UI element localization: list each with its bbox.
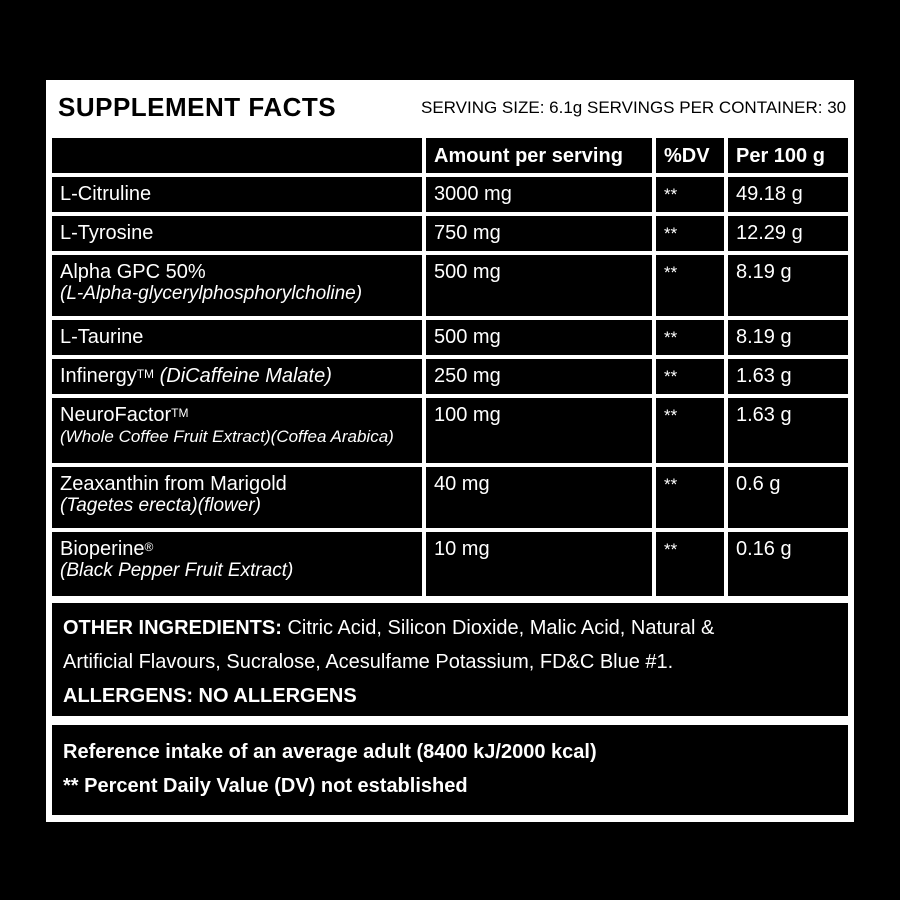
- per100-value: 49.18 g: [736, 183, 803, 205]
- amount-value: 250 mg: [434, 365, 501, 387]
- amount-cell: [426, 467, 652, 528]
- ingredient-detail: (Black Pepper Fruit Extract): [60, 560, 294, 581]
- ingredient-detail: (Tagetes erecta)(flower): [60, 495, 261, 516]
- per100-value: 1.63 g: [736, 404, 792, 426]
- per100-cell: [728, 532, 848, 596]
- ingredient-detail: (Whole Coffee Fruit Extract)(Coffea Arabica): [60, 427, 394, 446]
- dv-cell: [656, 467, 724, 528]
- ingredient-name-line: [60, 538, 414, 560]
- trademark-mark: ®: [144, 540, 154, 554]
- ingredient-inline-detail: (DiCaffeine Malate): [159, 365, 332, 387]
- ingredient-name: Bioperine: [60, 538, 145, 560]
- ingredient-name: Alpha GPC 50%: [60, 261, 206, 283]
- facts-title: SUPPLEMENT FACTS: [58, 92, 337, 122]
- per100-cell: [728, 177, 848, 212]
- reference-box: [52, 725, 848, 815]
- ingredient-name-cell: [52, 532, 422, 596]
- ingredient-name-cell: [52, 320, 422, 355]
- trademark-mark: TM: [171, 406, 189, 420]
- ingredient-name-cell: [52, 177, 422, 212]
- ingredient-name-line: [60, 365, 414, 387]
- dv-value: **: [664, 328, 678, 347]
- amount-value: 500 mg: [434, 261, 501, 283]
- ingredient-name-line: [60, 222, 414, 244]
- per100-cell: [728, 255, 848, 316]
- other-ingredients-text-2: Artificial Flavours, Sucralose, Acesulfame Potassium, FD&C Blue #1.: [63, 651, 674, 673]
- amount-value: 750 mg: [434, 222, 501, 244]
- amount-cell: [426, 216, 652, 251]
- ingredient-detail: (L-Alpha-glycerylphosphorylcholine): [60, 283, 363, 304]
- dv-cell: [656, 216, 724, 251]
- per100-value: 1.63 g: [736, 365, 792, 387]
- ingredient-name-line: [60, 326, 414, 348]
- ingredient-name-line: [60, 404, 414, 426]
- amount-value: 100 mg: [434, 404, 501, 426]
- ingredient-name: L-Tyrosine: [60, 222, 154, 244]
- ingredient-name-cell: [52, 398, 422, 463]
- ingredient-name: Zeaxanthin from Marigold: [60, 473, 287, 495]
- per100-value: 0.16 g: [736, 538, 792, 560]
- dv-value: **: [664, 185, 678, 204]
- ingredient-name-cell: [52, 216, 422, 251]
- ingredient-name-cell: [52, 359, 422, 394]
- per100-value: 0.6 g: [736, 473, 781, 495]
- trademark-mark: TM: [136, 367, 155, 381]
- dv-value: **: [664, 406, 678, 425]
- other-ingredients-line: [63, 611, 837, 645]
- column-header: %DV: [664, 145, 710, 167]
- per100-cell: [728, 467, 848, 528]
- ingredient-name-line: [60, 261, 414, 283]
- dv-cell: [656, 532, 724, 596]
- per100-cell: [728, 320, 848, 355]
- dv-cell: [656, 359, 724, 394]
- ingredient-name: L-Taurine: [60, 326, 144, 348]
- amount-value: 40 mg: [434, 473, 490, 495]
- amount-value: 500 mg: [434, 326, 501, 348]
- other-ingredients-box: [52, 603, 848, 716]
- ingredient-name: L-Citruline: [60, 183, 152, 205]
- other-ingredients-text-1: Citric Acid, Silicon Dioxide, Malic Acid, Natural &: [281, 617, 715, 639]
- dv-value: **: [664, 224, 678, 243]
- per100-cell: [728, 216, 848, 251]
- ingredient-name-cell: [52, 467, 422, 528]
- per100-value: 12.29 g: [736, 222, 803, 244]
- amount-value: 10 mg: [434, 538, 490, 560]
- dv-value: **: [664, 540, 678, 559]
- header-amount-col: [426, 138, 652, 173]
- amount-cell: [426, 398, 652, 463]
- allergens-text: ALLERGENS: NO ALLERGENS: [63, 685, 357, 707]
- dv-value: **: [664, 263, 678, 282]
- other-ingredients-label: OTHER INGREDIENTS:: [63, 617, 282, 639]
- ingredient-name-cell: [52, 255, 422, 316]
- ingredient-name-line: [60, 183, 414, 205]
- per100-cell: [728, 359, 848, 394]
- dv-value: **: [664, 367, 678, 386]
- serving-info: SERVING SIZE: 6.1g SERVINGS PER CONTAINER: 30: [421, 98, 847, 117]
- dv-cell: [656, 255, 724, 316]
- header-dv-col: [656, 138, 724, 173]
- amount-value: 3000 mg: [434, 183, 512, 205]
- per100-value: 8.19 g: [736, 326, 792, 348]
- per100-cell: [728, 398, 848, 463]
- dv-cell: [656, 320, 724, 355]
- column-header: Amount per serving: [434, 145, 623, 167]
- per100-value: 8.19 g: [736, 261, 792, 283]
- amount-cell: [426, 359, 652, 394]
- dv-cell: [656, 177, 724, 212]
- reference-intake-text: Reference intake of an average adult (8400 kJ/2000 kcal): [63, 741, 597, 763]
- amount-cell: [426, 255, 652, 316]
- dv-value: **: [664, 475, 678, 494]
- dv-note-text: ** Percent Daily Value (DV) not established: [63, 775, 468, 797]
- ingredient-name: NeuroFactor: [60, 404, 172, 426]
- amount-cell: [426, 320, 652, 355]
- ingredient-name: Infinergy: [60, 365, 137, 387]
- header-per100-col: [728, 138, 848, 173]
- amount-cell: [426, 177, 652, 212]
- column-header: Per 100 g: [736, 145, 825, 167]
- header-name-col: [52, 138, 422, 173]
- ingredient-name-line: [60, 473, 414, 495]
- dv-cell: [656, 398, 724, 463]
- amount-cell: [426, 532, 652, 596]
